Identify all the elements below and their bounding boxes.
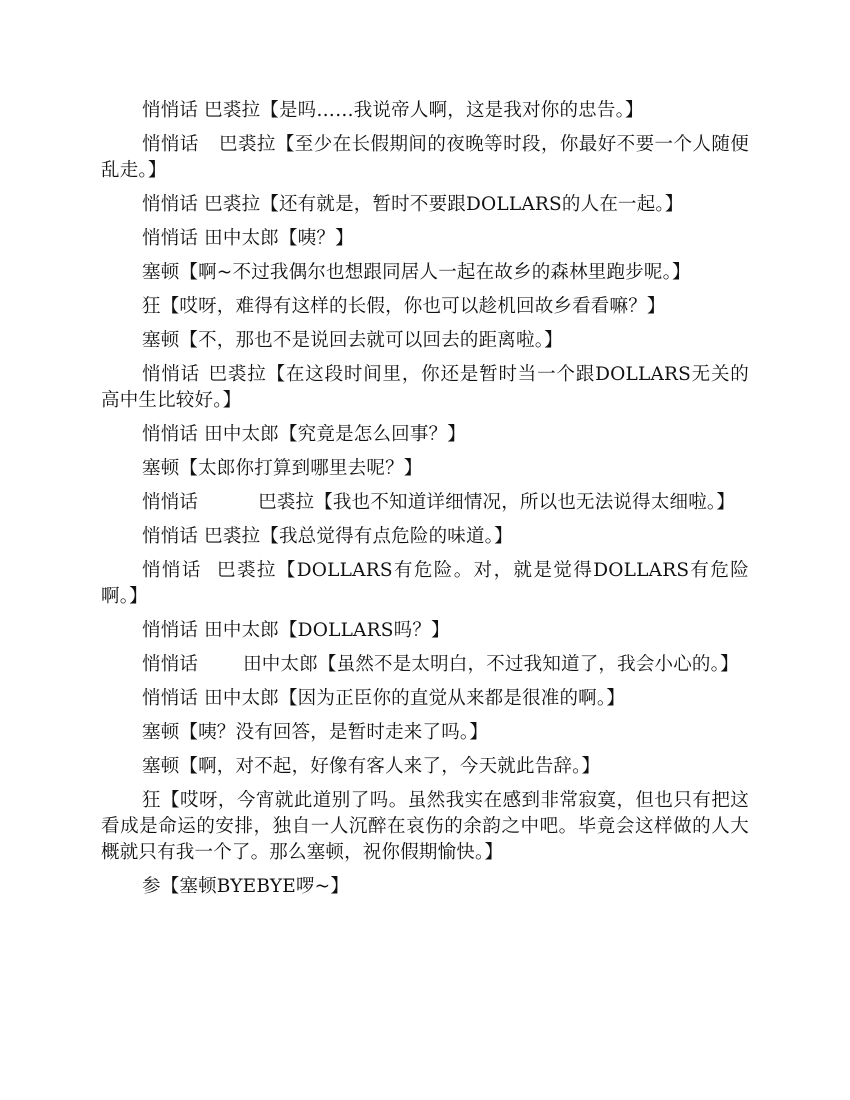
- speaker: 悄悄话 巴裘拉: [142, 194, 261, 215]
- message: 【DOLLARS吗？】: [278, 620, 450, 641]
- speaker: 塞顿: [142, 722, 180, 743]
- message: 【还有就是，暂时不要跟DOLLARS的人在一起。】: [260, 194, 684, 215]
- speaker-name: 巴裘拉: [215, 560, 277, 581]
- speaker: 悄悄话 田中太郎: [142, 620, 279, 641]
- chat-line: [101, 294, 749, 320]
- chat-line: [101, 558, 749, 610]
- speaker: 悄悄话: [142, 492, 199, 513]
- speaker: 悄悄话 田中太郎: [142, 228, 279, 249]
- chat-line: [101, 260, 749, 286]
- chat-line: [101, 422, 749, 448]
- chat-line: [101, 456, 749, 482]
- message: 【DOLLARS有危险。对，就是觉得DOLLARS有危险啊。】: [101, 560, 749, 607]
- message: 【不，那也不是说回去就可以回去的距离啦。】: [179, 330, 563, 351]
- message: 【咦？】: [278, 228, 354, 249]
- speaker: 悄悄话 田中太郎: [142, 688, 279, 709]
- chat-line: [101, 192, 749, 218]
- speaker: 塞顿: [142, 458, 180, 479]
- message: 【在这段时间里，你还是暂时当一个跟DOLLARS无关的高中生比较好。】: [101, 364, 750, 411]
- chat-line: [101, 362, 749, 414]
- chat-line: [101, 754, 749, 780]
- message: 【因为正臣你的直觉从来都是很准的啊。】: [278, 688, 626, 709]
- message: 【虽然不是太明白，不过我知道了，我会小心的。】: [317, 654, 739, 675]
- speaker: 悄悄话: [142, 364, 200, 385]
- speaker: 塞顿: [142, 330, 180, 351]
- message: 【塞顿BYEBYE啰~】: [160, 876, 350, 897]
- speaker-name: 田中太郎: [243, 654, 318, 675]
- message: 【太郎你打算到哪里去呢？】: [179, 458, 423, 479]
- speaker: 塞顿: [142, 756, 180, 777]
- speaker: 悄悄话 巴裘拉: [142, 100, 261, 121]
- chat-line: [101, 98, 749, 124]
- message: 【是吗……我说帝人啊，这是我对你的忠告。】: [260, 100, 644, 121]
- message: 【至少在长假期间的夜晚等时段，你最好不要一个人随便乱走。】: [101, 134, 749, 181]
- chat-log-text: [101, 98, 749, 908]
- chat-line: [101, 652, 749, 678]
- chat-line: [101, 686, 749, 712]
- chat-line: [101, 874, 749, 900]
- speaker: 悄悄话: [142, 654, 199, 675]
- speaker-name: 巴裘拉: [258, 492, 315, 513]
- chat-line: [101, 720, 749, 746]
- message: 【哎呀，今宵就此道别了吗。虽然我实在感到非常寂寞，但也只有把这看成是命运的安排，独自一人沉醉在哀伤的余韵之中吧。毕竟会这样做的人大概就只有我一个了。那么塞顿，祝你假期愉快。】: [101, 790, 750, 863]
- chat-line: [101, 788, 749, 866]
- message: 【究竟是怎么回事？】: [278, 424, 466, 445]
- speaker: 悄悄话: [142, 134, 199, 155]
- speaker: 悄悄话 巴裘拉: [142, 526, 261, 547]
- speaker: 悄悄话: [142, 560, 202, 581]
- speaker: 塞顿: [142, 262, 180, 283]
- message: 【咦？没有回答，是暂时走来了吗。】: [179, 722, 489, 743]
- speaker: 狂: [142, 790, 161, 811]
- chat-line: [101, 490, 749, 516]
- message: 【哎呀，难得有这样的长假，你也可以趁机回故乡看看嘛？】: [160, 296, 666, 317]
- message: 【啊~不过我偶尔也想跟同居人一起在故乡的森林里跑步呢。】: [179, 262, 691, 283]
- chat-line: [101, 618, 749, 644]
- message: 【啊，对不起，好像有客人来了，今天就此告辞。】: [179, 756, 601, 777]
- message: 【我也不知道详细情况，所以也无法说得太细啦。】: [314, 492, 736, 513]
- chat-line: [101, 132, 749, 184]
- message: 【我总觉得有点危险的味道。】: [260, 526, 513, 547]
- speaker: 参: [142, 876, 161, 897]
- speaker: 悄悄话 田中太郎: [142, 424, 279, 445]
- speaker-name: 巴裘拉: [207, 364, 267, 385]
- speaker-name: 巴裘拉: [218, 134, 276, 155]
- speaker: 狂: [142, 296, 161, 317]
- chat-line: [101, 226, 749, 252]
- chat-line: [101, 328, 749, 354]
- chat-line: [101, 524, 749, 550]
